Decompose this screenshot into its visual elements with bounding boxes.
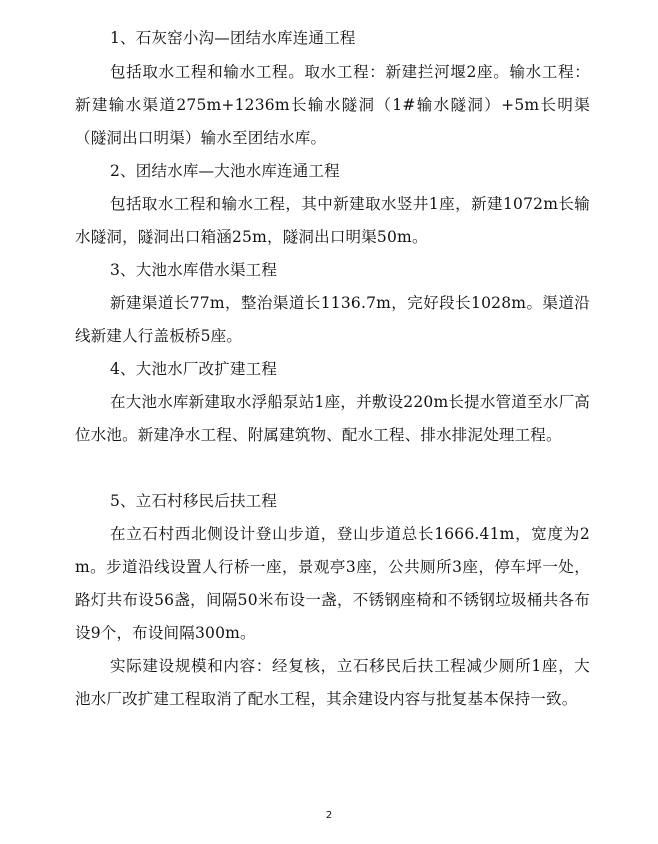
closing-paragraph: 实际建设规模和内容：经复核，立石移民后扶工程减少厕所1座，大池水厂改扩建工程取消了配水工程，其余建设内容与批复基本保持一致。 <box>75 657 590 708</box>
section-5-body: 在立石村西北侧设计登山步道，登山步道总长1666.41m，宽度为2m。步道沿线设置人行桥一座，景观亭3座，公共厕所3座，停车坪一处，路灯共布设56盏，间隔50米布设一盏，不锈钢座椅和不锈钢垃圾桶共各布设9个，布设间隔300m。 <box>75 525 590 642</box>
section-4-heading: 4、大池水厂改扩建工程 <box>110 360 278 378</box>
section-2-heading: 2、团结水库—大池水库连通工程 <box>110 162 340 180</box>
section-3-heading: 3、大池水库借水渠工程 <box>110 261 278 279</box>
section-5-heading: 5、立石村移民后扶工程 <box>110 492 278 510</box>
page-number: 2 <box>325 810 333 821</box>
section-3-body: 新建渠道长77m，整治渠道长1136.7m，完好段长1028m。渠道沿线新建人行盖板桥5座。 <box>75 294 590 345</box>
section-2-body: 包括取水工程和输水工程，其中新建取水竖井1座，新建1072m长输水隧洞，隧洞出口箱涵25m，隧洞出口明渠50m。 <box>75 195 590 246</box>
section-1-heading: 1、石灰窑小沟—团结水库连通工程 <box>110 29 356 47</box>
section-1-body: 包括取水工程和输水工程。取水工程：新建拦河堰2座。输水工程：新建输水渠道275m+1236m长输水隧洞（1#输水隧洞）+5m长明渠（隧洞出口明渠）输水至团结水库。 <box>75 63 590 147</box>
section-4-body: 在大池水库新建取水浮船泵站1座，并敷设220m长提水管道至水厂高位水池。新建净水工程、附属建筑物、配水工程、排水排泥处理工程。 <box>75 393 590 444</box>
